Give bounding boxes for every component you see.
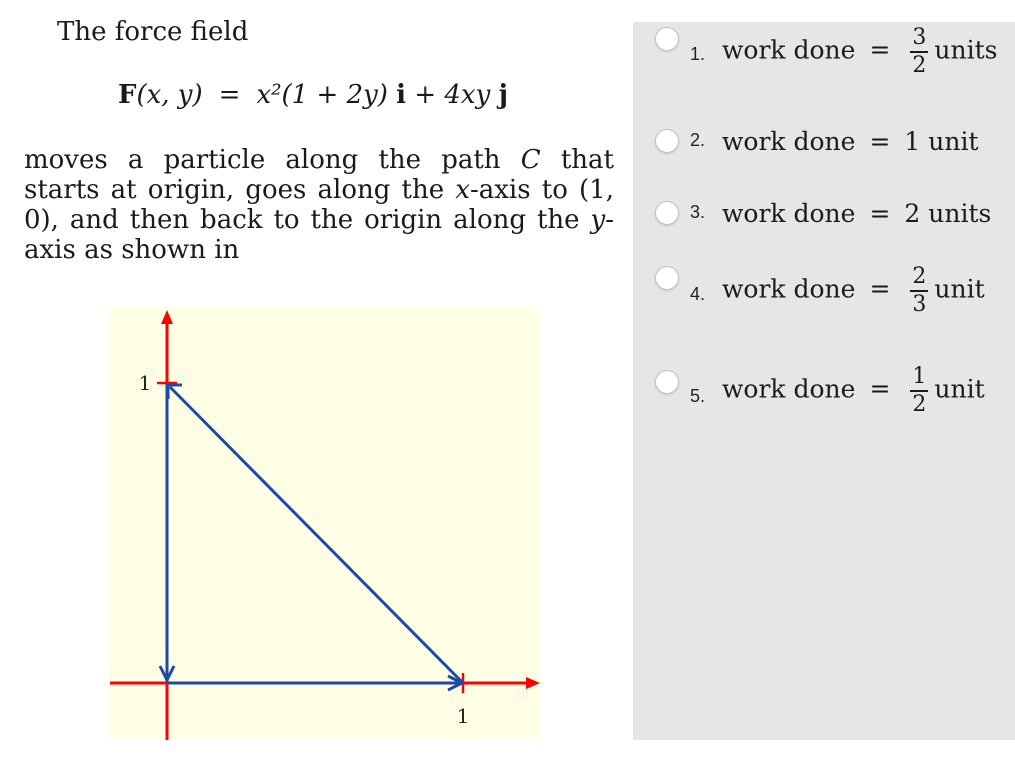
unit-label: unit — [934, 374, 985, 404]
fraction-denominator: 2 — [912, 52, 927, 78]
option-number: 3. — [690, 202, 706, 222]
option-label: work done — [722, 35, 856, 65]
fraction — [910, 266, 928, 316]
path-figure — [110, 308, 540, 740]
formula-rhs-1: x²(1 + 2y) — [256, 80, 388, 110]
option-text — [722, 127, 979, 156]
body-text-4: -axis as shown in — [24, 204, 614, 265]
option-number: 5. — [690, 386, 706, 406]
option-text — [722, 366, 985, 416]
option-number: 1. — [690, 44, 706, 64]
equals-sign: = — [869, 199, 891, 228]
formula-rhs-2: 4xy — [444, 80, 491, 110]
figure-background — [110, 308, 540, 740]
unit-label: unit — [928, 127, 979, 156]
equals-sign: = — [869, 127, 891, 156]
option-5[interactable] — [633, 360, 1015, 420]
option-number: 2. — [690, 130, 706, 150]
question-intro: The force field — [57, 17, 249, 47]
x-axis-variable: x — [455, 174, 470, 205]
equals-sign: = — [869, 374, 891, 404]
formula-plus: + — [406, 80, 445, 110]
option-label: work done — [722, 374, 856, 404]
fraction-numerator: 2 — [912, 264, 927, 289]
y-axis-variable: y — [590, 204, 606, 235]
radio-button-icon[interactable] — [655, 27, 679, 51]
option-label: work done — [722, 274, 856, 304]
formula-F: F — [118, 80, 137, 110]
option-number: 4. — [690, 284, 706, 304]
answer-options-panel — [633, 22, 1015, 740]
option-value: 2 — [904, 199, 921, 228]
option-4[interactable] — [633, 258, 1015, 318]
equals-sign: = — [869, 274, 891, 304]
option-2[interactable] — [633, 122, 1015, 182]
option-label: work done — [722, 199, 856, 228]
option-text — [722, 266, 985, 316]
y-tick-label: 1 — [138, 371, 152, 395]
formula-args: (x, y) — [136, 80, 203, 110]
radio-button-icon[interactable] — [655, 201, 679, 225]
x-tick-label: 1 — [456, 704, 470, 728]
option-3[interactable] — [633, 194, 1015, 254]
fraction-denominator: 2 — [912, 391, 927, 417]
fraction-numerator: 1 — [912, 364, 927, 389]
option-text — [722, 27, 997, 77]
radio-button-icon[interactable] — [655, 370, 679, 394]
option-value: 1 — [904, 127, 921, 156]
option-text — [722, 199, 991, 228]
fraction-numerator: 3 — [912, 25, 927, 50]
radio-button-icon[interactable] — [655, 266, 679, 290]
fraction — [910, 366, 928, 416]
formula-j: j — [498, 80, 508, 110]
unit-label: unit — [934, 274, 985, 304]
fraction — [910, 27, 928, 77]
unit-label: units — [928, 199, 992, 228]
unit-label: units — [934, 35, 998, 65]
radio-button-icon[interactable] — [655, 129, 679, 153]
force-field-formula — [118, 80, 508, 110]
path-variable: C — [520, 145, 541, 175]
formula-i: i — [396, 80, 407, 110]
body-text-1: moves a particle along the path — [24, 145, 521, 175]
question-body — [24, 146, 614, 266]
formula-equals: = — [218, 80, 241, 110]
option-label: work done — [722, 127, 856, 156]
option-1[interactable] — [633, 25, 1015, 85]
body-text-2: that starts at origin, goes along the — [24, 145, 614, 205]
body-text-3: -axis to (1, 0), and then back to the origin along the — [24, 174, 614, 235]
fraction-denominator: 3 — [912, 291, 927, 317]
equals-sign: = — [869, 35, 891, 65]
